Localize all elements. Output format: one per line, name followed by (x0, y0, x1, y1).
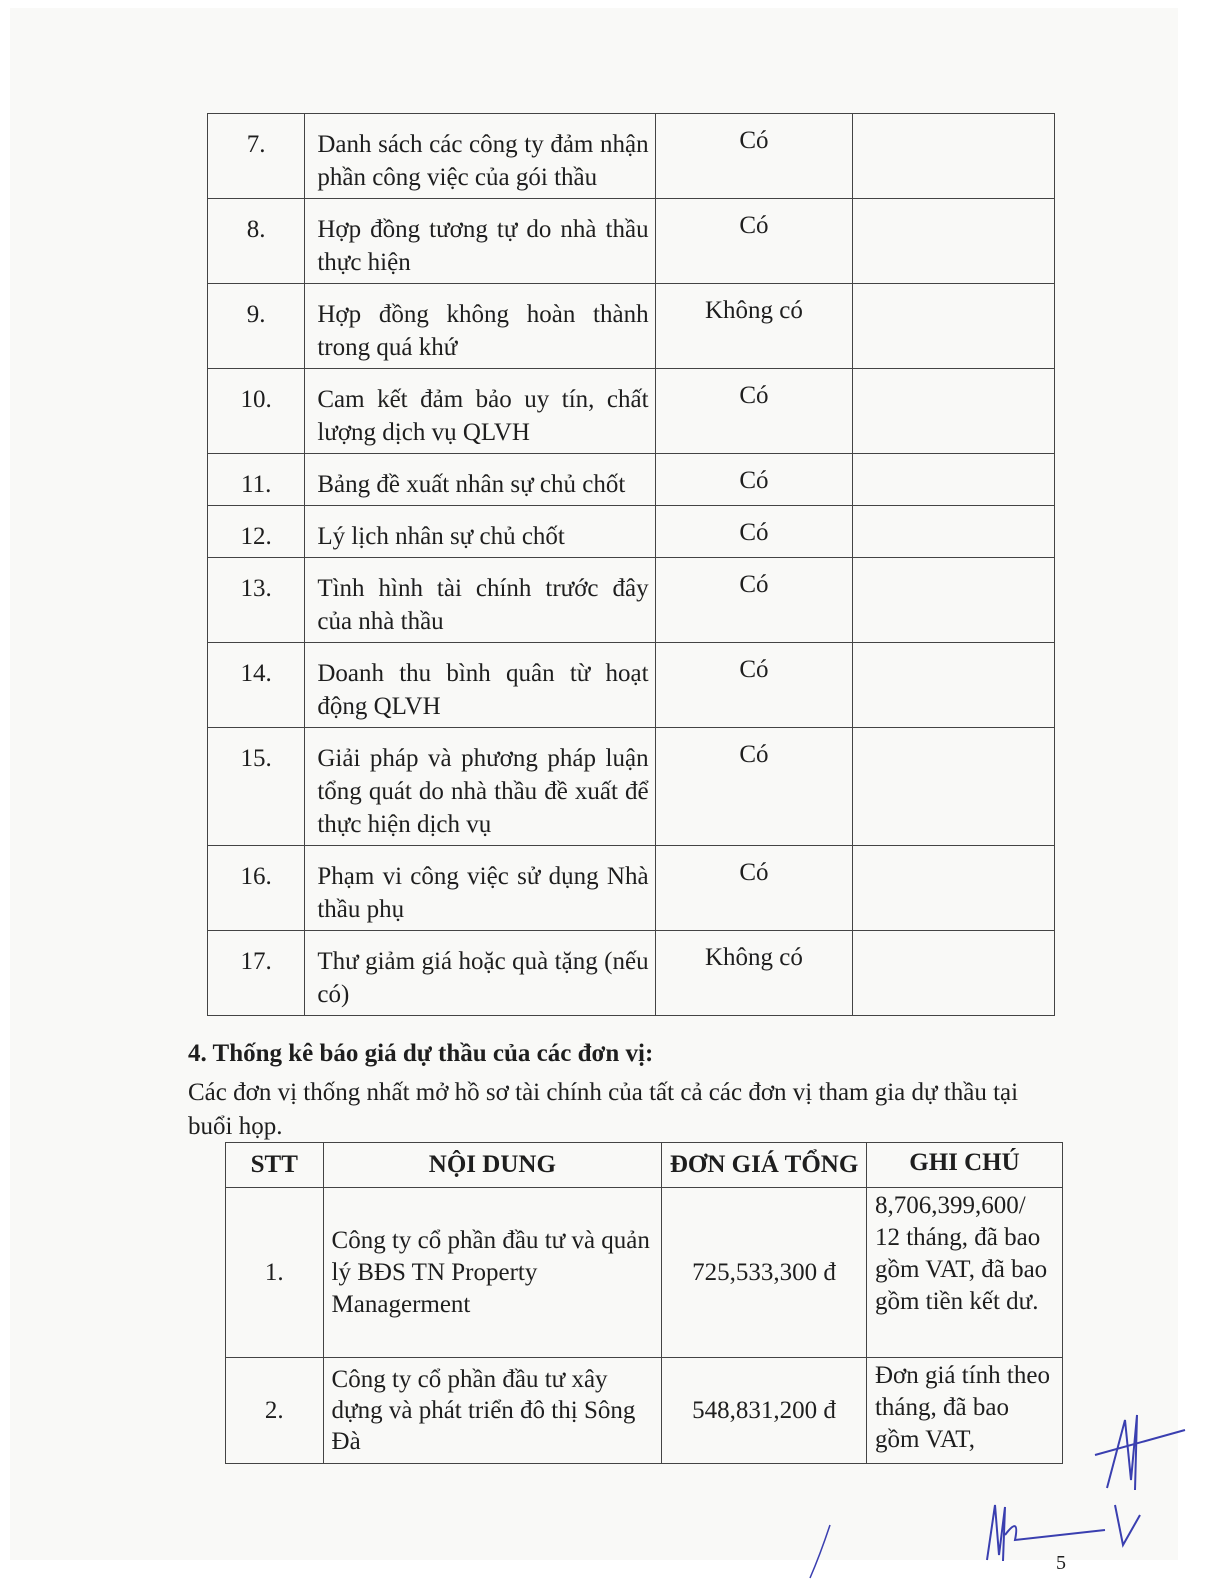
row-stt: 1. (226, 1188, 324, 1358)
row-status: Có (655, 199, 853, 284)
table-row (208, 506, 1055, 558)
signature-stroke (800, 1520, 840, 1580)
table-row (226, 1358, 1063, 1464)
row-status: Có (655, 369, 853, 454)
table-header-row (226, 1143, 1063, 1188)
table-row (208, 931, 1055, 1016)
row-description: Hợp đồng tương tự do nhà thầu thực hiện (305, 199, 655, 284)
row-status: Có (655, 114, 853, 199)
table-row (208, 728, 1055, 846)
row-description: Danh sách các công ty đảm nhận phần công việc của gói thầu (305, 114, 655, 199)
table-row (208, 454, 1055, 506)
section-heading: 4. Thống kê báo giá dự thầu của các đơn vị: (188, 1040, 654, 1067)
row-status: Có (655, 728, 853, 846)
row-stt: 2. (226, 1358, 324, 1464)
row-description: Bảng đề xuất nhân sự chủ chốt (305, 454, 655, 506)
row-status: Có (655, 846, 853, 931)
row-number: 13. (208, 558, 305, 643)
row-note (853, 728, 1055, 846)
row-note (853, 558, 1055, 643)
row-description: Hợp đồng không hoàn thành trong quá khứ (305, 284, 655, 369)
row-status: Có (655, 643, 853, 728)
header-price: ĐƠN GIÁ TỔNG (662, 1143, 867, 1188)
bid-price-table (225, 1142, 1063, 1464)
row-status: Không có (655, 284, 853, 369)
row-price: 725,533,300 đ (662, 1188, 867, 1358)
row-description: Giải pháp và phương pháp luận tổng quát do nhà thầu đề xuất để thực hiện dịch vụ (305, 728, 655, 846)
row-note: 8,706,399,600/ 12 tháng, đã bao gồm VAT, đã bao gồm tiền kết dư. (866, 1188, 1062, 1358)
table-row (208, 284, 1055, 369)
row-note (853, 284, 1055, 369)
row-note (853, 931, 1055, 1016)
table-row (226, 1188, 1063, 1358)
row-number: 14. (208, 643, 305, 728)
header-stt: STT (226, 1143, 324, 1188)
header-note: GHI CHÚ (866, 1143, 1062, 1188)
table-row (208, 114, 1055, 199)
section-paragraph: Các đơn vị thống nhất mở hồ sơ tài chính của tất cả các đơn vị tham gia dự thầu tại buổi họp. (188, 1079, 1019, 1140)
row-status: Có (655, 506, 853, 558)
row-description: Doanh thu bình quân từ hoạt động QLVH (305, 643, 655, 728)
row-note (853, 199, 1055, 284)
row-number: 16. (208, 846, 305, 931)
row-number: 12. (208, 506, 305, 558)
row-status: Có (655, 558, 853, 643)
row-description: Lý lịch nhân sự chủ chốt (305, 506, 655, 558)
row-number: 7. (208, 114, 305, 199)
row-note (853, 114, 1055, 199)
row-status: Không có (655, 931, 853, 1016)
row-status: Có (655, 454, 853, 506)
row-description: Cam kết đảm bảo uy tín, chất lượng dịch vụ QLVH (305, 369, 655, 454)
row-price: 548,831,200 đ (662, 1358, 867, 1464)
signature-mark (1085, 1410, 1195, 1500)
row-description: Thư giảm giá hoặc quà tặng (nếu có) (305, 931, 655, 1016)
row-content: Công ty cổ phần đầu tư xây dựng và phát triển đô thị Sông Đà (323, 1358, 662, 1464)
page-number: 5 (1056, 1552, 1066, 1574)
row-note (853, 369, 1055, 454)
table-row (208, 643, 1055, 728)
row-note: Đơn giá tính theo tháng, đã bao gồm VAT, (866, 1358, 1062, 1464)
row-number: 17. (208, 931, 305, 1016)
row-note (853, 643, 1055, 728)
row-number: 8. (208, 199, 305, 284)
row-note (853, 454, 1055, 506)
row-note (853, 846, 1055, 931)
table-row (208, 558, 1055, 643)
row-description: Phạm vi công việc sử dụng Nhà thầu phụ (305, 846, 655, 931)
row-number: 9. (208, 284, 305, 369)
row-number: 10. (208, 369, 305, 454)
row-content: Công ty cổ phần đầu tư và quản lý BĐS TN Property Managerment (323, 1188, 662, 1358)
row-description: Tình hình tài chính trước đây của nhà thầu (305, 558, 655, 643)
header-content: NỘI DUNG (323, 1143, 662, 1188)
table-row (208, 846, 1055, 931)
row-note (853, 506, 1055, 558)
table-row (208, 199, 1055, 284)
row-number: 15. (208, 728, 305, 846)
row-number: 11. (208, 454, 305, 506)
table-row (208, 369, 1055, 454)
document-checklist-table (207, 113, 1055, 1016)
